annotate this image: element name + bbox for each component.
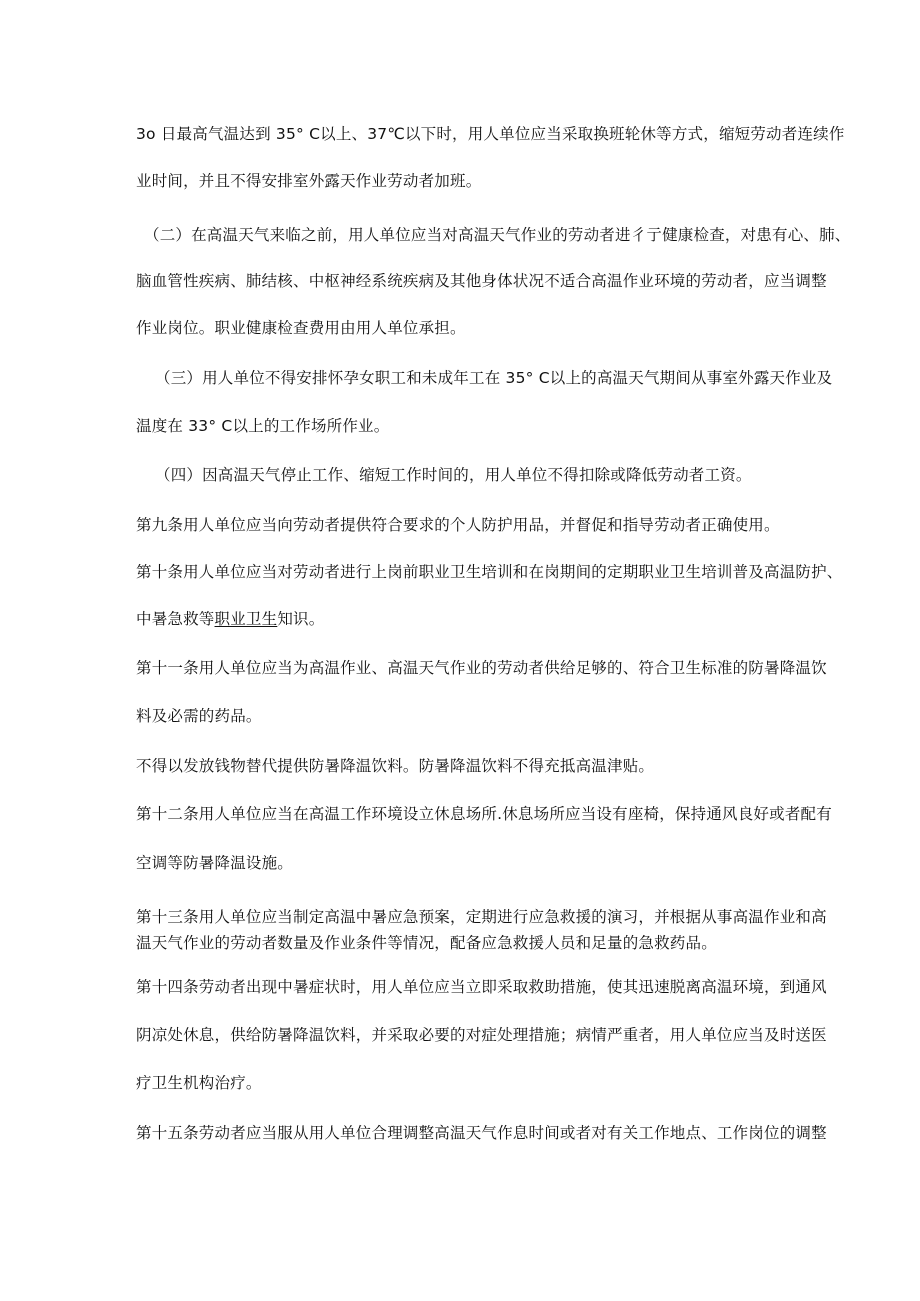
text-line: 作业岗位。职业健康检查费用由用人单位承担。 bbox=[136, 319, 466, 337]
underlined-text: 职业卫生 bbox=[214, 610, 278, 628]
text-line: 脑血管性疾病、肺结核、中枢神经系统疾病及其他身体状况不适合高温作业环境的劳动者，应当调整 bbox=[136, 272, 827, 290]
text-line: （三）用人单位不得安排怀孕女职工和未成年工在 35° C以上的高温天气期间从事室外露天作业及 bbox=[155, 369, 833, 387]
text-line: 第十二条用人单位应当在高温工作环境设立休息场所.休息场所应当设有座椅，保持通风良好或者配有 bbox=[136, 805, 832, 823]
text-line: 第十五条劳动者应当服从用人单位合理调整高温天气作息时间或者对有关工作地点、工作岗位的调整 bbox=[136, 1124, 827, 1142]
text-line: 料及必需的药品。 bbox=[136, 707, 262, 725]
text-line: （四）因高温天气停止工作、缩短工作时间的，用人单位不得扣除或降低劳动者工资。 bbox=[155, 466, 752, 484]
text-span: 中暑急救等 bbox=[136, 610, 215, 628]
text-line: 阴凉处休息，供给防暑降温饮料，并采取必要的对症处理措施；病情严重者，用人单位应当及时送医 bbox=[136, 1026, 827, 1044]
text-line: （二）在高温天气来临之前，用人单位应当对高温天气作业的劳动者进彳亍健康检查，对患有心、肺、 bbox=[144, 226, 851, 244]
text-line: 第十四条劳动者出现中暑症状时，用人单位应当立即采取救助措施，使其迅速脱离高温环境，到通风 bbox=[136, 978, 827, 996]
text-span: 知识。 bbox=[277, 610, 325, 628]
text-line: 第十三条用人单位应当制定高温中暑应急预案，定期进行应急救援的演习，并根据从事高温作业和高 bbox=[136, 908, 827, 926]
text-line: 第九条用人单位应当向劳动者提供符合要求的个人防护用品，并督促和指导劳动者正确使用。 bbox=[136, 516, 780, 534]
text-line: 3o 日最高气温达到 35° C以上、37℃以下时，用人单位应当采取换班轮休等方式，缩短劳动者连续作 bbox=[136, 125, 845, 143]
text-line bbox=[136, 609, 324, 629]
text-line: 第十一条用人单位应当为高温作业、高温天气作业的劳动者供给足够的、符合卫生标准的防暑降温饮 bbox=[136, 659, 827, 677]
text-line: 温天气作业的劳动者数量及作业条件等情况，配备应急救援人员和足量的急救药品。 bbox=[136, 934, 717, 952]
text-line: 不得以发放钱物替代提供防暑降温饮料。防暑降温饮料不得充抵高温津贴。 bbox=[136, 757, 655, 775]
text-line: 业时间，并且不得安排室外露天作业劳动者加班。 bbox=[136, 172, 482, 190]
text-line: 第十条用人单位应当对劳动者进行上岗前职业卫生培训和在岗期间的定期职业卫生培训普及高温防护、 bbox=[136, 563, 843, 581]
text-line: 空调等防暑降温设施。 bbox=[136, 854, 294, 872]
text-line: 温度在 33° C以上的工作场所作业。 bbox=[136, 417, 390, 435]
text-line: 疗卫生机构治疗。 bbox=[136, 1074, 262, 1092]
